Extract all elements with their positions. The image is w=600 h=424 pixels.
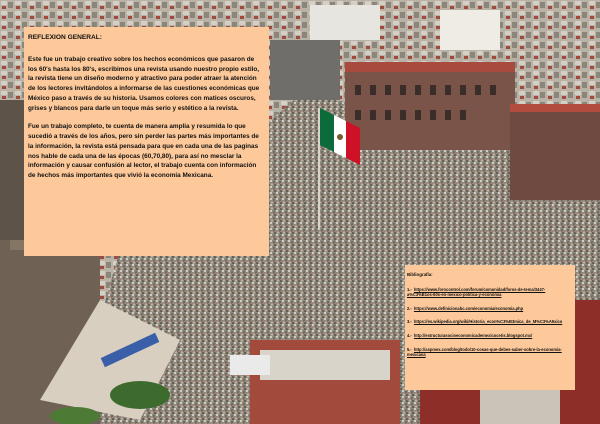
- bibliografia-item: [407, 287, 570, 298]
- item-number: 2.-: [407, 305, 412, 311]
- bibliografia-title: Bibliografía:: [407, 272, 433, 277]
- bibliografia-link[interactable]: https://www.forocontrol.com/forum/comunidad/foros-de-tema/3447-a%C3%B1os-60s-en-mexico-politica-y-economia: [407, 286, 546, 298]
- reflexion-paragraph-1: Este fue un trabajo creativo sobre los hechos económicos que pasaron de los 60's hasta los 80's, escribimos una revista usando nuestro propio estilo, la revista tiene un diseño moderno y atractivo para poder atraer la atención de los lectores invitándolos a informarse de las cuestiones económicas que México paso a través de su historia. Usamos colores con matices oscuros, grises y blancos para darle un toque más serio y estético a la revista.: [28, 56, 260, 112]
- bibliografia-panel: [405, 265, 575, 390]
- reflexion-paragraph-2: Fue un trabajo completo, te cuenta de manera amplia y resumida lo que sucedió a través de los años, pero sin perder las partes más importantes de la información, la revista está pensada para que en cada una de las paginas nos hable de cada una de las épocas (60,70,80), para así no mesclar la información y causar confusión al lector, el trabajo cuenta con información de hechos más importantes que vivió la economía Mexicana.: [28, 123, 259, 180]
- bibliografia-item: [407, 306, 570, 312]
- item-number: 4.-: [407, 333, 412, 338]
- bibliografia-link[interactable]: http://estructurasocioeconomicademexicocetis.blogspot.mx/: [413, 333, 533, 338]
- bibliografia-link[interactable]: http://aspmex.com/blog/todo/10-cosas-que-debes-saber-sobre-la-economia-mexicana: [407, 346, 562, 358]
- bibliografia-item: [407, 347, 570, 358]
- item-number: 3.-: [407, 319, 412, 325]
- bibliografia-item: [407, 319, 570, 325]
- bibliografia-item: [407, 333, 570, 339]
- reflexion-general-panel: [24, 27, 269, 256]
- item-number: 5.-: [407, 346, 412, 352]
- bibliografia-link[interactable]: https://es.wikipedia.org/wiki/Historia_econ%C3%B3mica_de_M%C3%A9xico: [413, 319, 563, 325]
- item-number: 1.-: [407, 286, 412, 292]
- reflexion-title: REFLEXION GENERAL:: [28, 34, 102, 41]
- bibliografia-link[interactable]: https://www.definicionabc.com/economia/economia.php: [413, 305, 524, 311]
- bibliografia-list: [407, 287, 570, 358]
